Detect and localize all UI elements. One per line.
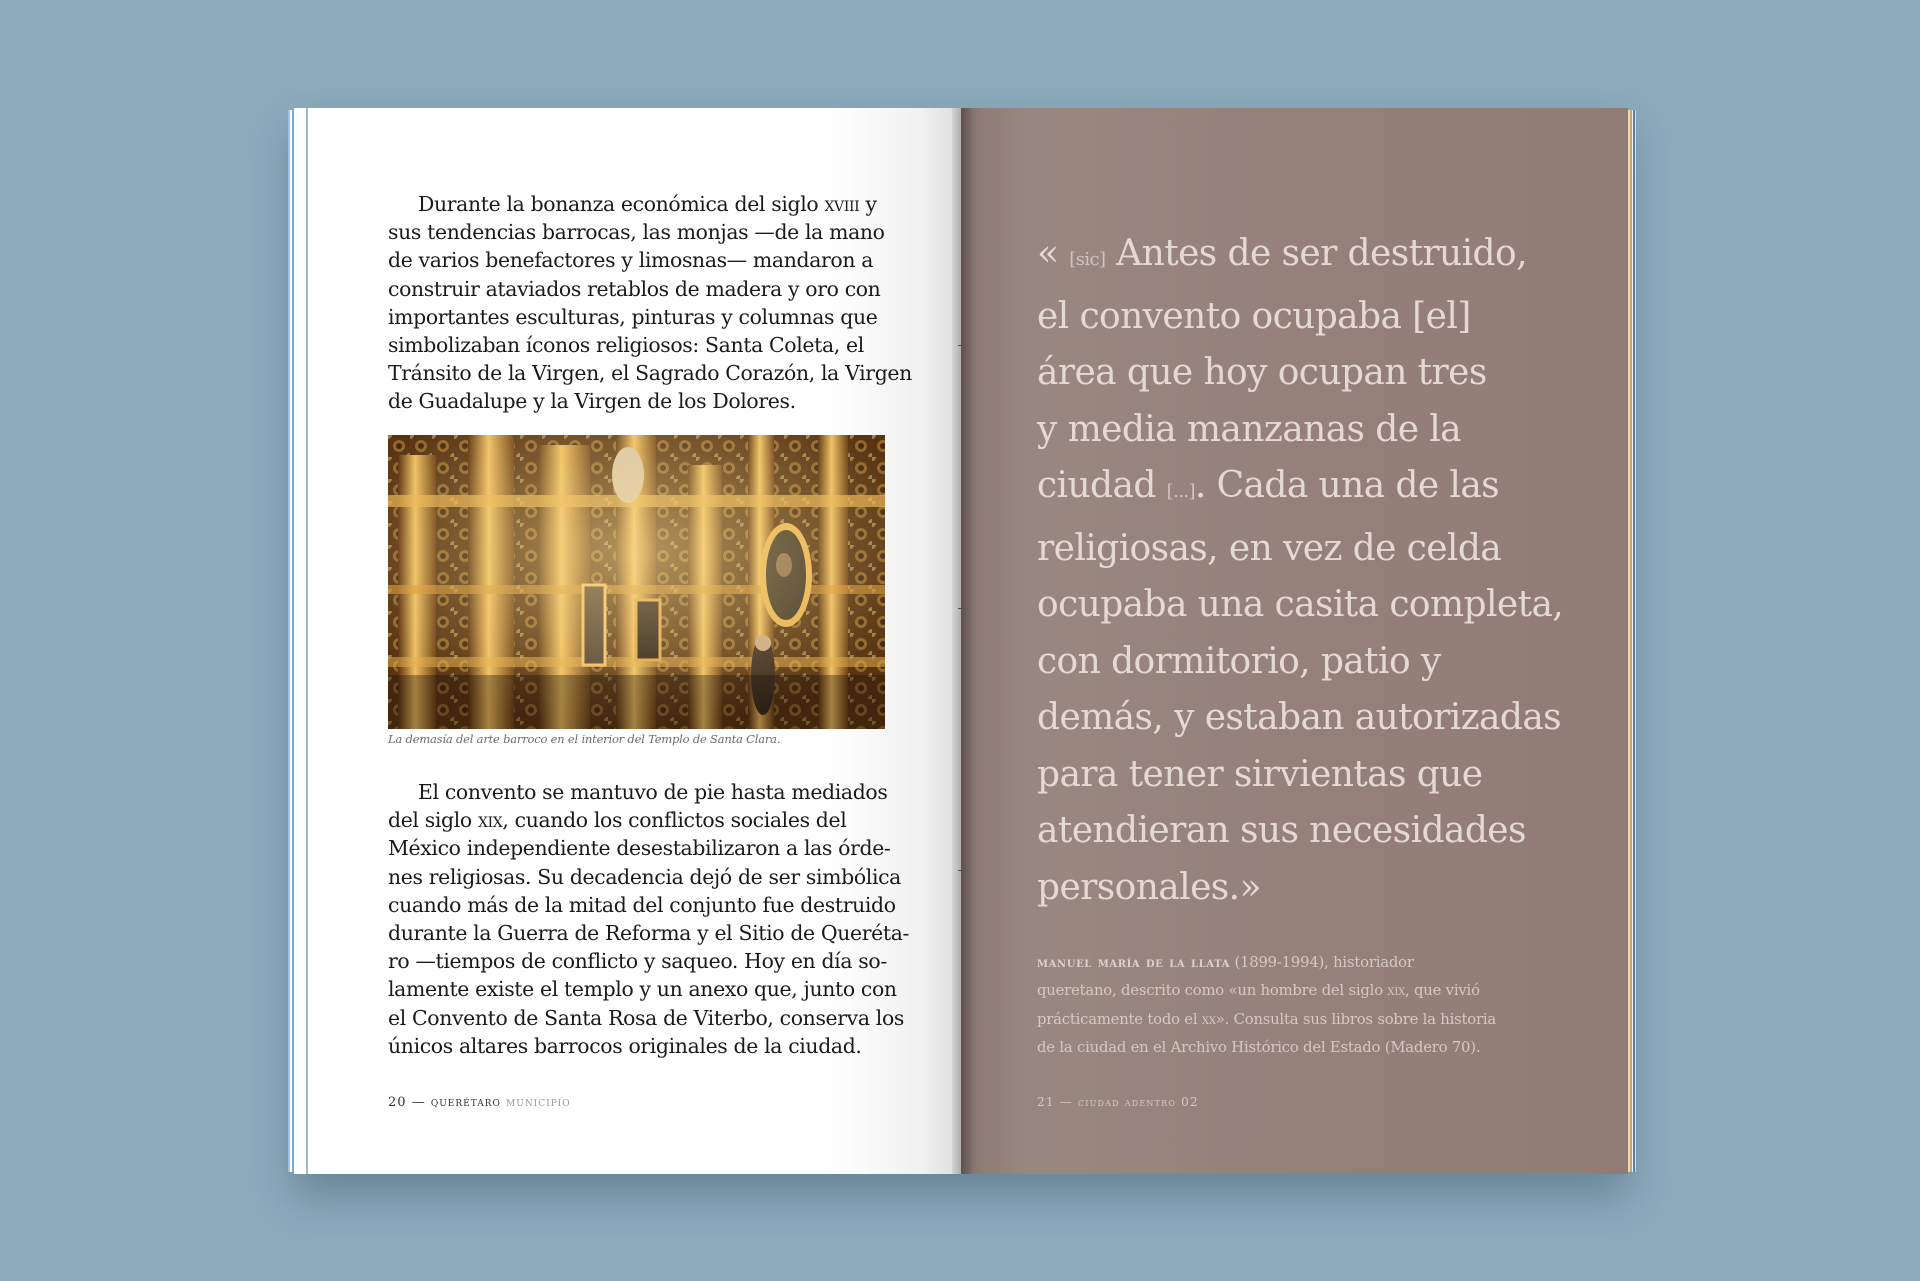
text-line: Tránsito de la Virgen, el Sagrado Corazón, la Virgen: [388, 361, 912, 386]
folio-left: [388, 1095, 571, 1110]
text-line: El convento se mantuvo de pie hasta mediados: [418, 780, 888, 804]
bio-line: de la ciudad en el Archivo Histórico del Estado (Madero 70).: [1037, 1039, 1481, 1057]
pull-quote: [1037, 226, 1564, 916]
paragraph-1: [388, 190, 912, 416]
text-line: ro —tiempos de conflicto y saqueo. Hoy en día so-: [388, 949, 887, 974]
text-line: construir ataviados retablos de madera y oro con: [388, 276, 881, 301]
folio-subsection: municipio: [506, 1095, 571, 1110]
quote-line: el convento ocupaba [el]: [1037, 295, 1471, 337]
text-line: simbolizaban íconos religiosos: Santa Coleta, el: [388, 333, 864, 358]
folio-section: ciudad adentro 02: [1077, 1095, 1199, 1109]
quote-line: y media manzanas de la: [1037, 408, 1462, 450]
folio-dash: —: [1059, 1095, 1073, 1109]
photo-caption: La demasía del arte barroco en el interior del Templo de Santa Clara.: [388, 732, 781, 746]
bio-line: manuel maría de la llata (1899-1994), historiador: [1037, 954, 1414, 971]
text-line: únicos altares barrocos originales de la ciudad.: [388, 1033, 862, 1058]
quote-line: con dormitorio, patio y: [1037, 640, 1441, 682]
text-line: durante la Guerra de Reforma y el Sitio de Queréta-: [388, 921, 910, 946]
author-bio: [1037, 949, 1557, 1063]
quote-line: atendieran sus necesidades: [1037, 810, 1526, 851]
text-line: sus tendencias barrocas, las monjas —de la mano: [388, 220, 885, 245]
folio-dash: —: [411, 1095, 426, 1110]
left-page: [294, 108, 961, 1174]
paragraph-2: [388, 778, 910, 1060]
text-line: del siglo xix, cuando los conflictos sociales del: [388, 808, 847, 833]
quote-line: para tener sirvientas que: [1037, 753, 1483, 795]
text-line: cuando más de la mitad del conjunto fue destruido: [388, 892, 896, 917]
text-line: importantes esculturas, pinturas y columnas que: [388, 304, 878, 329]
ellipsis-note: [...]: [1166, 481, 1195, 502]
text-line: México independiente desestabilizaron a las órde-: [388, 836, 891, 861]
folio-section: querétaro: [430, 1095, 501, 1110]
text-line: lamente existe el templo y un anexo que, junto con: [388, 977, 897, 1002]
author-name: manuel maría de la llata: [1037, 954, 1230, 971]
quote-line: personales.»: [1037, 866, 1261, 908]
page-number: 21: [1037, 1095, 1055, 1109]
quote-line: « [sic] Antes de ser destruido,: [1037, 233, 1527, 274]
bio-line: queretano, descrito como «un hombre del siglo xix, que vivió: [1037, 982, 1480, 1000]
folio-right: [1037, 1095, 1199, 1109]
page-edges-right: [1628, 110, 1636, 1172]
quote-line: ciudad [...]. Cada una de las: [1037, 465, 1500, 506]
quote-line: demás, y estaban autorizadas: [1037, 697, 1562, 738]
text-line: de varios benefactores y limosnas— mandaron a: [388, 248, 874, 273]
page-number: 20: [388, 1095, 407, 1110]
text-line: de Guadalupe y la Virgen de los Dolores.: [388, 389, 796, 414]
quote-line: religiosas, en vez de celda: [1037, 527, 1502, 569]
open-booklet: [294, 108, 1628, 1174]
text-line: nes religiosas. Su decadencia dejó de ser simbólica: [388, 864, 901, 889]
baroque-altar-photo: [388, 435, 885, 729]
text-line: Durante la bonanza económica del siglo xviii y: [418, 192, 877, 216]
quote-line: ocupaba una casita completa,: [1037, 584, 1564, 625]
text-line: el Convento de Santa Rosa de Viterbo, conserva los: [388, 1005, 904, 1030]
open-quote-mark: «: [1037, 233, 1059, 274]
quote-line: área que hoy ocupan tres: [1037, 352, 1487, 393]
bio-line: prácticamente todo el xx». Consulta sus libros sobre la historia: [1037, 1010, 1497, 1028]
sic-note: [sic]: [1069, 249, 1106, 270]
book-spine: [952, 108, 972, 1174]
